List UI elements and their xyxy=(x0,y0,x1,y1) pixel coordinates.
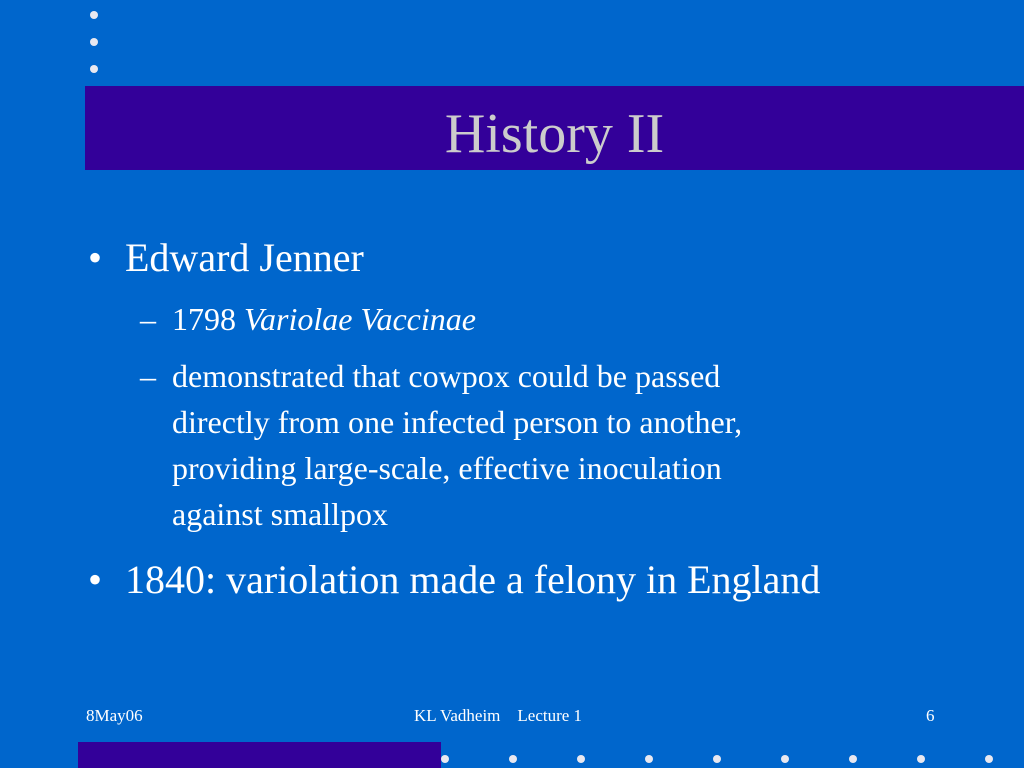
sub-bullet-marker: – xyxy=(140,301,156,337)
dot-icon xyxy=(645,755,653,763)
footer-center: KL Vadheim Lecture 1 xyxy=(414,706,583,725)
sub-bullet-marker: – xyxy=(140,358,156,394)
footer-page-number: 6 xyxy=(926,706,935,725)
bullet-marker: • xyxy=(88,557,103,602)
dot-icon xyxy=(781,755,789,763)
slide-title: History II xyxy=(444,103,665,165)
dot-icon xyxy=(985,755,993,763)
bullet-text: Edward Jenner xyxy=(125,235,364,280)
sub-bullet-text xyxy=(172,296,476,342)
dot-icon xyxy=(917,755,925,763)
bottom-bar xyxy=(78,742,441,768)
bullet-marker: • xyxy=(88,235,103,280)
dot-icon xyxy=(849,755,857,763)
dot-icon xyxy=(713,755,721,763)
dot-icon xyxy=(509,755,517,763)
sub-bullet-line: against smallpox xyxy=(172,496,388,532)
sub-bullet-emphasis: Variolae Vaccinae xyxy=(244,301,476,337)
sub-bullet-prefix: 1798 xyxy=(172,301,244,337)
sub-bullet-line: directly from one infected person to another, xyxy=(172,404,743,440)
sub-bullet-line: providing large-scale, effective inoculation xyxy=(172,450,722,486)
sub-bullet-line: demonstrated that cowpox could be passed xyxy=(172,358,721,394)
dot-icon xyxy=(441,755,449,763)
dot-icon xyxy=(577,755,585,763)
footer-date: 8May06 xyxy=(86,706,143,725)
bullet-text: 1840: variolation made a felony in England xyxy=(125,557,821,602)
